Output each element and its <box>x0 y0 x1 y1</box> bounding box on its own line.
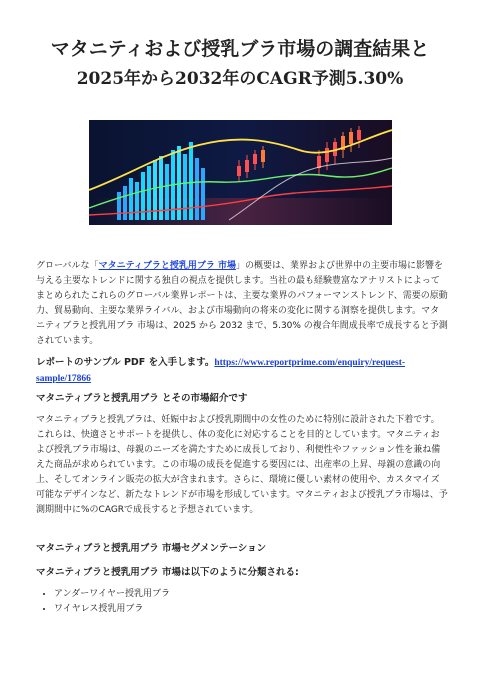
list-item: • ワイヤレス授乳用ブラ <box>54 602 170 617</box>
intro-paragraph: グローバルな「マタニティブラと授乳用ブラ 市場」の概要は、業界および世界中の主要市場に影響を与える主要なトレンドに関する独自の視点を提供します。当社の最も経験豊富なアナリストによってまとめられたこれらのグローバル業界レポートは、主要な業界のパフォーマンストレンド、需要の原動力、貿易動向、主要な業界ライバル、および市場動向の将来の変化に関する洞察を提供します。マタニティブラと授乳用ブラ 市場は、2025 から 2032 まで、5.30% の複合年間成長率で成長すると予測されています。 <box>36 261 448 346</box>
title-line-2: 2025年から2032年のCAGR予測5.30% <box>76 69 404 89</box>
list-item: • アンダーワイヤー授乳用ブラ <box>54 587 170 602</box>
section-heading-classification: マタニティブラと授乳用ブラ 市場は以下のように分類される: <box>36 567 299 578</box>
sample-label: レポートのサンプル PDF を入手します。 <box>36 357 215 368</box>
market-intro-paragraph: マタニティブラと授乳ブラは、妊娠中および授乳期間中の女性のために特別に設計された下着です。これらは、快適さとサポートを提供し、体の変化に対応することを目的としています。マタニティおよび授乳ブラ市場は、母親のニーズを満たすために成長しており、利便性やファッション性を兼ね備えた商品が求められています。この市場の成長を促進する要因には、出産率の上昇、母親の意識の向上、そしてオンライン販売の拡大が含まれます。さらに、環境に優しい素材の使用や、カスタマイズ可能なデザインなど、新たなトレンドが市場を形成しています。マタニティおよび授乳ブラ市場は、予測期間中に%のCAGRで成長すると予想されています。 <box>36 415 448 515</box>
section-heading-intro: マタニティブラと授乳用ブラ とその市場紹介です <box>36 393 248 404</box>
section-heading-segmentation: マタニティブラと授乳用ブラ 市場セグメンテーション <box>36 543 267 554</box>
segment-list <box>36 587 170 617</box>
page-title <box>30 34 450 94</box>
market-report-link[interactable]: マタニティブラと授乳用ブラ 市場 <box>98 261 236 271</box>
sample-pdf-link[interactable]: https://www.reportprime.com/enquiry/request-sample/17866 <box>36 358 406 384</box>
market-chart-image <box>89 120 392 225</box>
title-line-1: マタニティおよび授乳ブラ市場の調査結果と <box>50 38 430 60</box>
sample-request-line <box>36 355 448 387</box>
